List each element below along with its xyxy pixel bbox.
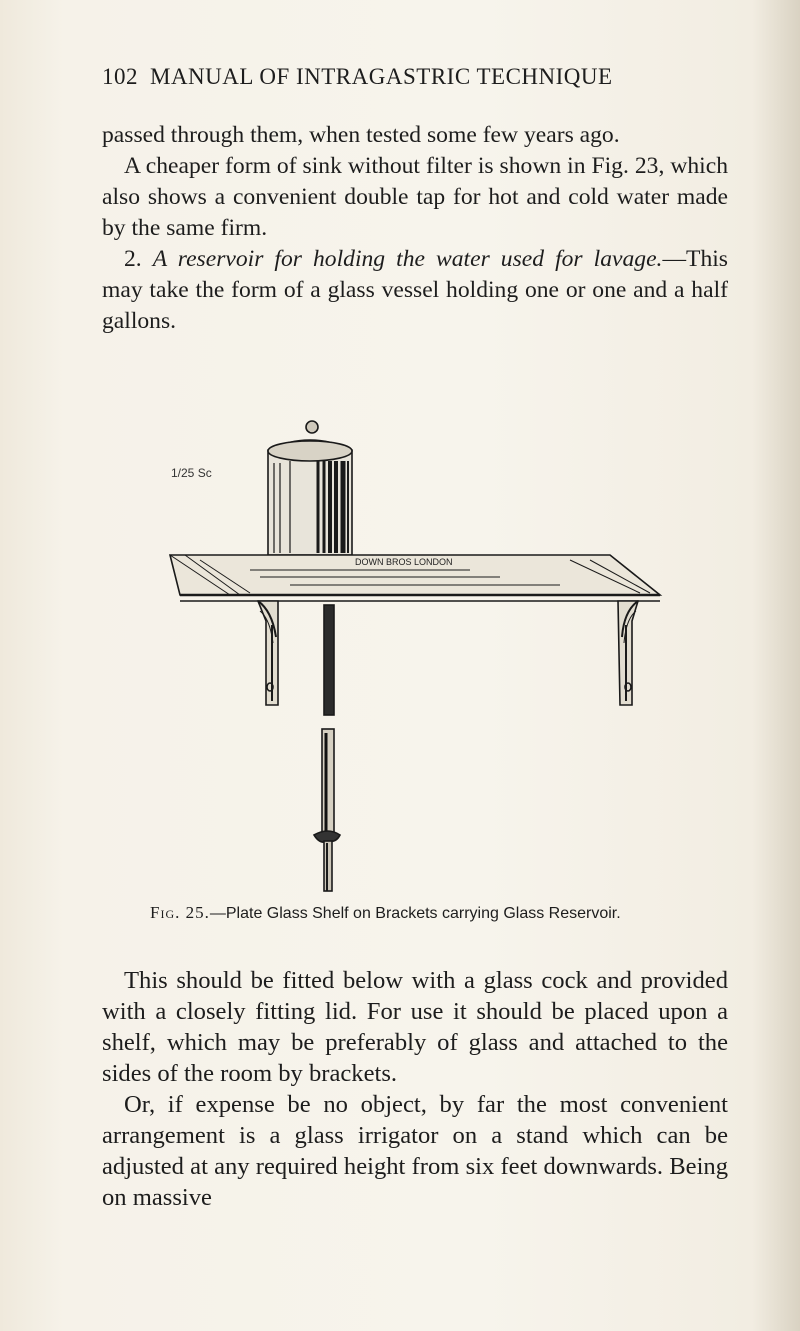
running-head-title: MANUAL OF INTRAGASTRIC TECHNIQUE	[150, 64, 613, 89]
glass-shelf-illustration	[170, 555, 660, 601]
paragraph-continuation: passed through them, when tested some few years ago.	[102, 122, 620, 148]
paragraph-irrigator: Or, if expense be no object, by far the most convenient arrangement is a glass irrigator on a stand which can be adjusted at any required height from six feet downwards. Being on massive	[102, 1091, 728, 1211]
page-number: 102	[102, 64, 138, 89]
section-heading-italic: A reservoir for holding the water used for lavage.	[152, 246, 663, 272]
section-number: 2.	[124, 246, 142, 272]
paragraph-sink: A cheaper form of sink without filter is shown in Fig. 23, which also shows a convenient double tap for hot and cold water made by the same firm.	[102, 153, 728, 241]
outlet-tube-illustration	[314, 605, 340, 891]
glass-reservoir-illustration	[268, 421, 352, 555]
paragraph-fitting: This should be fitted below with a glass cock and provided with a closely fitting lid. For use it should be placed upon a shelf, which may be preferably of glass and attached to the sides of the room by brackets.	[102, 967, 728, 1087]
figure-caption	[150, 903, 710, 923]
left-bracket-illustration	[258, 601, 278, 705]
figure-shelf-reservoir	[140, 415, 680, 895]
bottom-text-block	[102, 965, 728, 1213]
figure-label: Fig. 25.	[150, 903, 210, 922]
paragraph-reservoir	[102, 244, 728, 337]
right-bracket-illustration	[618, 601, 638, 705]
top-text-block	[102, 120, 728, 337]
maker-mark: DOWN BROS LONDON	[355, 557, 453, 567]
scale-mark: 1/25 Sc	[171, 466, 212, 480]
figure-caption-text: —Plate Glass Shelf on Brackets carrying Glass Reservoir.	[209, 905, 621, 922]
section-body: —This may take the form of a glass vessel holding one or one and a half gallons.	[102, 246, 728, 334]
running-head	[102, 64, 682, 90]
